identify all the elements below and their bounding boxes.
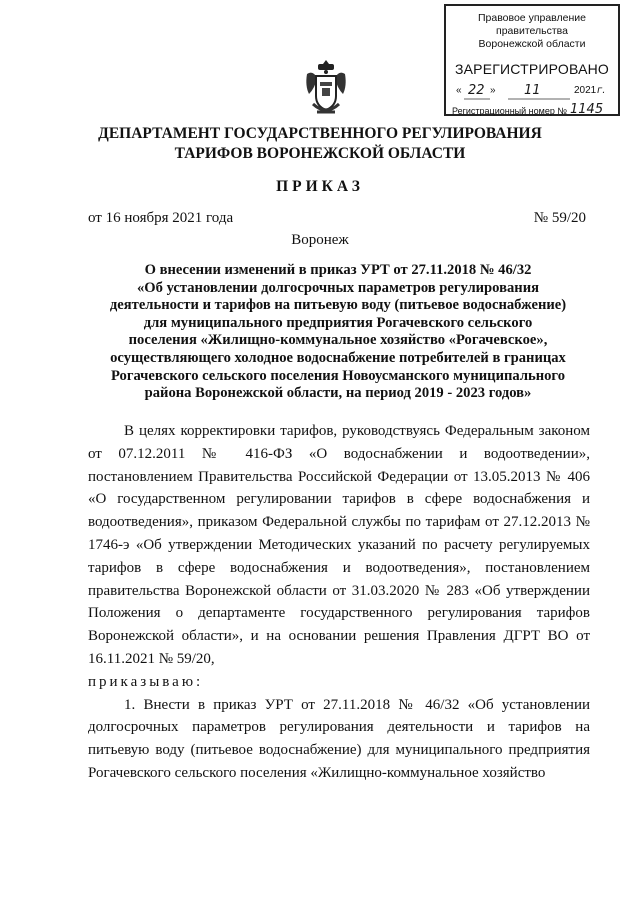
clause-1-paragraph: 1. Внести в приказ УРТ от 27.11.2018 № 46/32 «Об установлении долгосрочных параметров регулирования деятельности и тарифов на питьевую воду (питьевое водоснабжение) для муниципального предприятия Рогачевского сельского поселения «Жилищно-коммунальное хозяйство — [88, 696, 590, 781]
stamp-authority-line1: Правовое управление правительства — [477, 12, 586, 37]
document-date: от 16 ноября 2021 года — [88, 210, 234, 226]
department-title-line1: ДЕПАРТАМЕНТ ГОСУДАРСТВЕННОГО РЕГУЛИРОВАНИЯ — [98, 125, 542, 142]
stamp-registered: ЗАРЕГИСТРИРОВАНО — [454, 61, 610, 77]
order-word: приказываю: — [88, 673, 204, 690]
department-title — [0, 124, 640, 164]
stamp-date-month: 11 — [524, 83, 541, 98]
stamp-date: « 22 » 11 2021 г. — [456, 83, 606, 98]
preamble-paragraph: В целях корректировки тарифов, руководствуясь Федеральным законом от 07.12.2011 № 416-ФЗ «О водоснабжении и водоотведении», постановлением Правительства Российской Федерации от 13.05.2013 № 406 «О государственном регулировании тарифов в сфере водоснабжения и водоотведения», приказом Федеральной службы по тарифам от 27.12.2013 № 1746-э «Об утверждении Методических указаний по расчету регулируемых тарифов в сфере водоснабжения и водоотведения», постановлением правительства Воронежской области от 31.03.2020 № 283 «Об утверждении Положения о департаменте государственного регулирования тарифов Воронежской области», и на основании решения Правления ДГРТ ВО от 16.11.2021 № 59/20, — [88, 423, 590, 667]
subject-line: поселения «Жилищно-коммунальное хозяйство «Рогачевское», — [128, 332, 548, 349]
subject-line: района Воронежской области, на период 2019 - 2023 годов» — [144, 385, 532, 402]
subject-line: О внесении изменений в приказ УРТ от 27.11.2018 № 46/32 — [144, 262, 532, 278]
stamp-date-suffix: г. — [597, 85, 606, 96]
document-city: Воронеж — [291, 232, 349, 248]
stamp-reg-number-row — [446, 102, 618, 119]
stamp-reg-label: Регистрационный номер № — [452, 106, 568, 116]
subject-line: для муниципального предприятия Рогачевского сельского — [143, 314, 533, 331]
document-subject — [88, 262, 588, 403]
department-title-line2: ТАРИФОВ ВОРОНЕЖСКОЙ ОБЛАСТИ — [174, 145, 466, 162]
document-body — [88, 420, 590, 785]
document-type: ПРИКАЗ — [276, 178, 364, 195]
stamp-authority-line2: Воронежской области — [478, 38, 586, 50]
document-number: № 59/20 — [533, 210, 586, 226]
subject-line: «Об установлении долгосрочных параметров регулирования — [136, 279, 539, 296]
registration-stamp — [444, 4, 620, 116]
coat-of-arms-icon — [303, 58, 349, 120]
stamp-reg-number: 1145 — [570, 102, 604, 117]
subject-line: деятельности и тарифов на питьевую воду (питьевое водоснабжение) — [109, 297, 567, 314]
stamp-date-year: 2021 — [574, 85, 597, 96]
stamp-date-underline — [464, 98, 604, 100]
subject-line: осуществляющего холодное водоснабжение потребителей в границах — [110, 349, 566, 366]
subject-line: Рогачевского сельского поселения Новоусманского муниципального — [110, 367, 565, 384]
stamp-date-day: 22 — [468, 83, 485, 98]
